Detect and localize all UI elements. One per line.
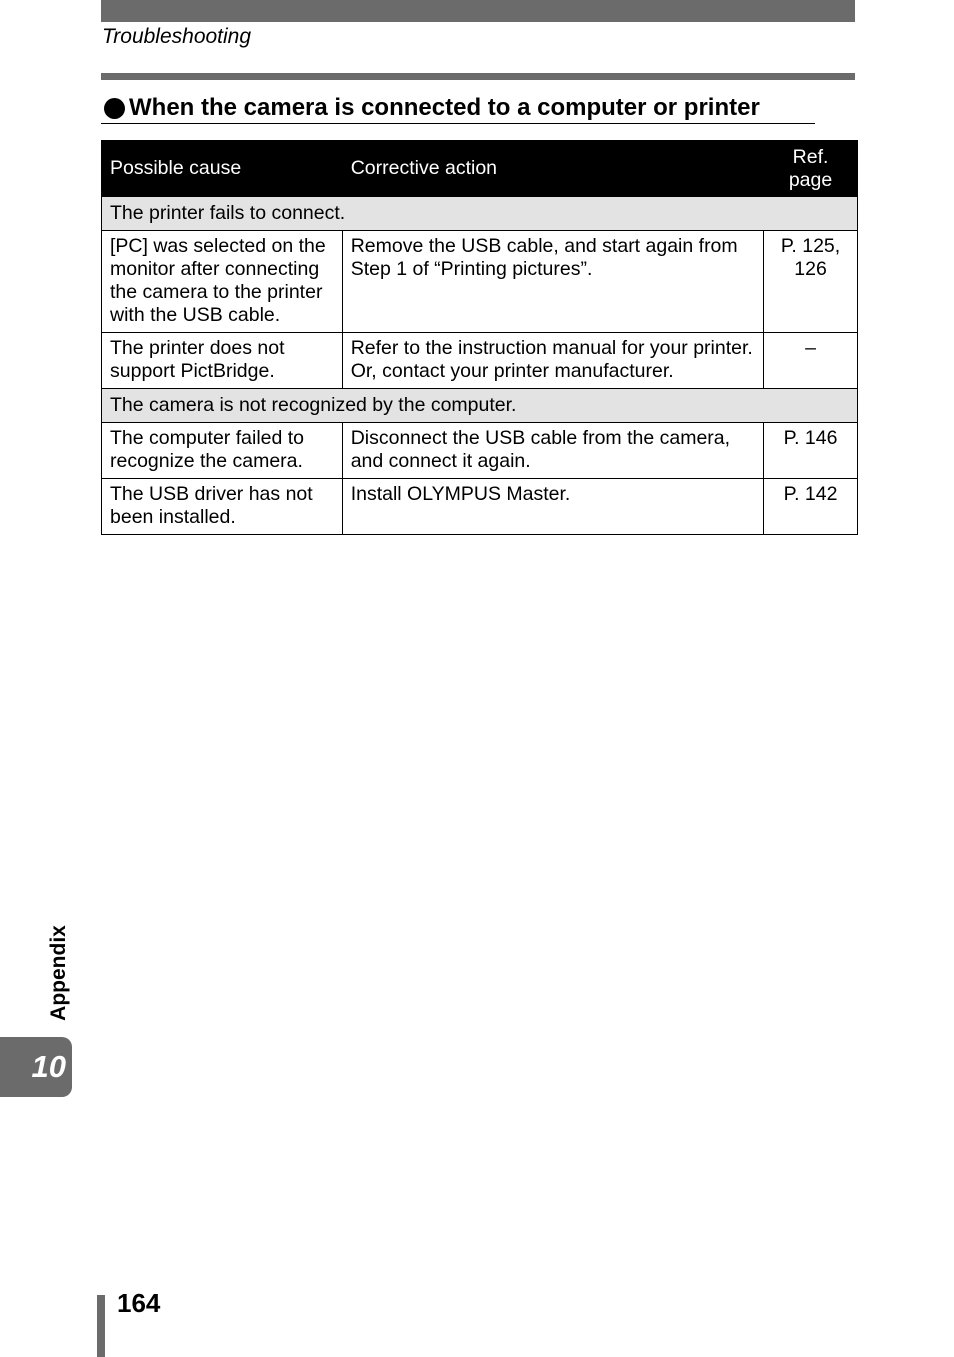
group-title: The printer fails to connect. — [102, 197, 858, 231]
action-cell: Remove the USB cable, and start again from Step 1 of “Printing pictures”. — [342, 231, 763, 333]
top-decor-bar — [101, 0, 855, 22]
table-row — [102, 231, 858, 333]
header-rule — [101, 73, 855, 80]
ref-cell: P. 146 — [764, 423, 858, 479]
table-row — [102, 423, 858, 479]
bullet-icon — [104, 98, 125, 119]
chapter-tab: 10 — [0, 1037, 72, 1097]
header-possible-cause: Possible cause — [102, 141, 343, 197]
section-heading — [101, 93, 815, 124]
page-number: 164 — [117, 1288, 161, 1318]
table-row — [102, 479, 858, 535]
cause-cell: The computer failed to recognize the camera. — [102, 423, 343, 479]
cause-cell: [PC] was selected on the monitor after connecting the camera to the printer with the USB cable. — [102, 231, 343, 333]
action-cell: Install OLYMPUS Master. — [342, 479, 763, 535]
group-title: The camera is not recognized by the computer. — [102, 389, 858, 423]
cause-cell: The USB driver has not been installed. — [102, 479, 343, 535]
section-title: When the camera is connected to a computer or printer — [129, 94, 760, 121]
ref-cell: P. 142 — [764, 479, 858, 535]
action-cell: Refer to the instruction manual for your printer. Or, contact your printer manufacturer. — [342, 333, 763, 389]
group-row — [102, 389, 858, 423]
table-header-row — [102, 141, 858, 197]
ref-cell: P. 125, 126 — [764, 231, 858, 333]
header-ref-page: Ref. page — [764, 141, 858, 197]
ref-cell: – — [764, 333, 858, 389]
running-header: Troubleshooting — [102, 25, 252, 48]
header-corrective-action: Corrective action — [342, 141, 763, 197]
troubleshooting-table — [101, 140, 858, 535]
action-cell: Disconnect the USB cable from the camera, and connect it again. — [342, 423, 763, 479]
table-row — [102, 333, 858, 389]
appendix-side-label: Appendix — [47, 925, 71, 1021]
page-number-bar — [97, 1295, 105, 1357]
group-row — [102, 197, 858, 231]
cause-cell: The printer does not support PictBridge. — [102, 333, 343, 389]
